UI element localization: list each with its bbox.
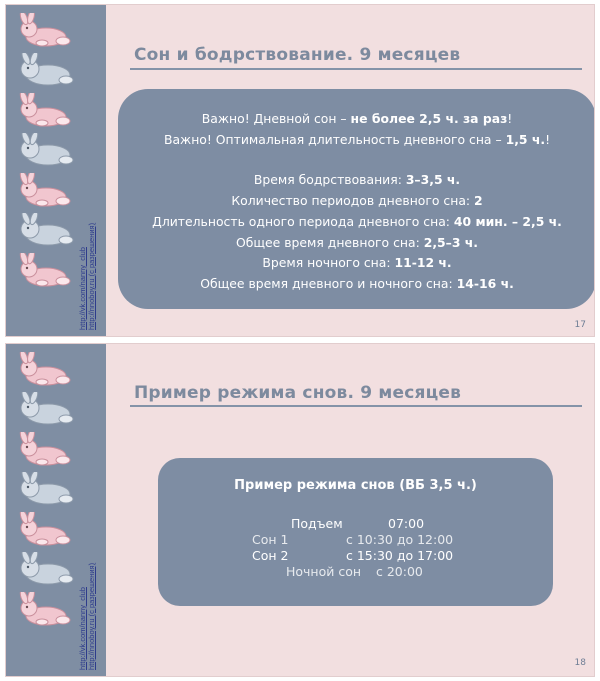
schedule-row	[158, 564, 553, 580]
bunny-pink-icon	[16, 512, 78, 546]
bunny-pink-icon	[16, 352, 78, 386]
fact-line	[118, 212, 595, 233]
schedule-label: Сон 1	[252, 532, 289, 547]
schedule-time: с 15:30 до 17:00	[346, 548, 454, 563]
side-strip	[6, 344, 106, 676]
bunny-column	[16, 13, 78, 293]
bunny-column	[16, 352, 78, 632]
bunny-gray-icon	[16, 53, 78, 87]
credit-link[interactable]: http://vk.com/nanny_club	[78, 247, 87, 330]
schedule-label: Ночной сон	[286, 564, 362, 579]
schedule-time: с 20:00	[376, 564, 423, 579]
fact-value: 3–3,5 ч.	[405, 172, 461, 188]
slide-title: Пример режима снов. 9 месяцев	[134, 383, 462, 403]
fact-value: 11-12 ч.	[394, 255, 452, 271]
fact-line	[118, 233, 595, 254]
bunny-gray-icon	[16, 472, 78, 506]
title-divider	[130, 68, 582, 70]
schedule-row	[158, 548, 553, 564]
page-number: 17	[574, 320, 586, 330]
bunny-gray-icon	[16, 552, 78, 586]
fact-label: Длительность одного периода дневного сна:	[152, 213, 454, 229]
page-number: 18	[574, 658, 586, 668]
slide-18	[5, 343, 595, 677]
spacer	[118, 150, 595, 170]
bunny-pink-icon	[16, 93, 78, 127]
note-text: !	[507, 111, 513, 126]
schedule-time: 07:00	[388, 516, 425, 531]
note-text: !	[545, 131, 551, 147]
schedule-label: Подъем	[291, 516, 343, 531]
fact-label: Время бодрствования:	[253, 172, 406, 188]
bunny-gray-icon	[16, 133, 78, 167]
schedule-row	[158, 532, 553, 548]
fact-value: 14-16 ч.	[456, 275, 514, 291]
note-text: Важно! Оптимальная длительность дневного сна –	[163, 131, 506, 147]
fact-label: Общее время дневного и ночного сна:	[200, 275, 457, 291]
bunny-pink-icon	[16, 432, 78, 466]
credit-link[interactable]: http://nnoboy.ru (с разрешения)	[87, 562, 96, 670]
credit-link[interactable]: http://nnoboy.ru (с разрешения)	[87, 222, 96, 330]
schedule-box	[158, 458, 553, 606]
slide-title: Сон и бодрствование. 9 месяцев	[134, 45, 461, 65]
fact-label: Общее время дневного сна:	[235, 234, 424, 250]
slide-17	[5, 4, 595, 337]
bunny-pink-icon	[16, 253, 78, 287]
bunny-pink-icon	[16, 592, 78, 626]
note-text: Важно! Дневной сон –	[201, 111, 351, 126]
title-divider	[130, 405, 582, 407]
bunny-pink-icon	[16, 13, 78, 47]
bunny-pink-icon	[16, 173, 78, 207]
fact-line	[118, 170, 595, 191]
fact-line	[118, 253, 595, 274]
bunny-gray-icon	[16, 213, 78, 247]
schedule-list	[158, 516, 553, 580]
fact-label: Время ночного сна:	[262, 255, 395, 271]
fact-line	[118, 274, 595, 295]
important-note-1	[118, 109, 595, 130]
schedule-heading: Пример режима снов (ВБ 3,5 ч.)	[234, 478, 477, 493]
credit-links	[78, 100, 102, 330]
bunny-gray-icon	[16, 392, 78, 426]
credit-link[interactable]: http://vk.com/nanny_club	[78, 587, 87, 670]
schedule-time: с 10:30 до 12:00	[346, 532, 454, 547]
schedule-label: Сон 2	[252, 548, 289, 563]
fact-value: 2,5–3 ч.	[423, 234, 478, 250]
fact-label: Количество периодов дневного сна:	[231, 193, 475, 209]
info-box	[118, 89, 595, 309]
credit-links	[78, 440, 102, 670]
fact-value: 40 мин. – 2,5 ч.	[453, 213, 562, 229]
side-strip	[6, 5, 106, 336]
important-note-2	[118, 130, 595, 151]
note-bold: 1,5 ч.	[505, 131, 546, 147]
schedule-row	[158, 516, 553, 532]
fact-line	[118, 191, 595, 212]
note-bold: не более 2,5 ч. за раз	[350, 111, 508, 126]
fact-value: 2	[474, 193, 483, 209]
